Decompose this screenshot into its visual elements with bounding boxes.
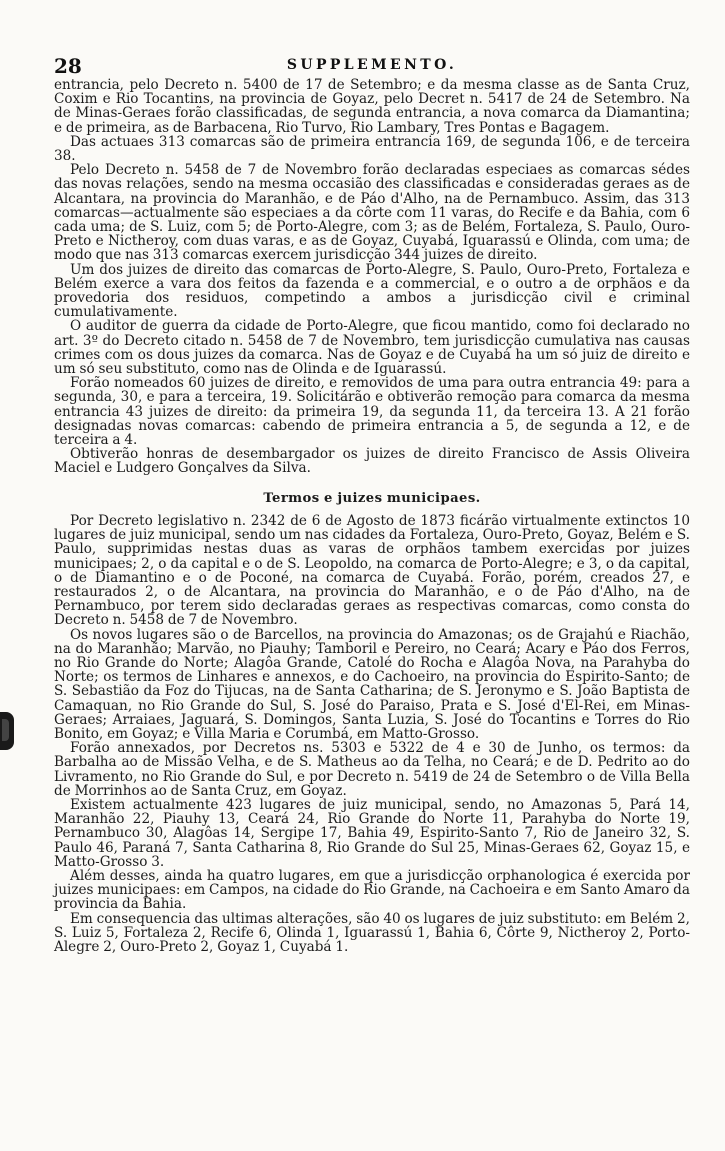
section-heading: Termos e juizes municipaes.: [263, 490, 481, 506]
paragraph: Em consequencia das ultimas alterações, são 40 os lugares de juiz substituto: em Belém 2, S. Luiz 5, Fortaleza 2, Recife 6, Olinda 1, Iguarassú 1, Bahia 6, Côrte 9, Nictheroy 2, Porto-Alegre 2, Ouro-Preto 2, Goyaz 1, Cuyabá 1.: [54, 910, 690, 955]
paragraph: Além desses, ainda ha quatro lugares, em que a jurisdicção orphanologica é exercida por juizes municipaes: em Campos, na cidade do Rio Grande, na Cachoeira e em Santo Amaro da provincia da Bahia.: [54, 867, 690, 913]
paragraph: Um dos juizes de direito das comarcas de Porto-Alegre, S. Paulo, Ouro-Preto, Fortaleza e Belém exerce a vara dos feitos da fazenda e a commercial, e o outro a de orphãos e da provedoria dos residuos, competindo a ambos a jurisdicção civil e criminal cumulativamente.: [54, 261, 690, 321]
paragraph: Forão nomeados 60 juizes de direito, e removidos de uma para outra entrancia 49: para a segunda, 30, e para a terceira, 19. Solicitárão e obtiverão remoção para comarca da mesma entrancia 43 juizes de direito: da primeira 19, da segunda 11, da terceira 13. A 21 forão designadas novas comarcas: cabendo de primeira entrancia a 5, de segunda a 12, e de terceira a 4.: [54, 375, 690, 449]
paragraph: Os novos lugares são o de Barcellos, na provincia do Amazonas; os de Grajahú e Riachão, na do Maranhão; Marvão, no Piauhy; Tamboril e Pereiro, no Ceará; Acary e Páo dos Ferros, no Rio Grande do Norte; Alagôa Grande, Catolé do Rocha e Alagôa Nova, na Parahyba do Norte; os termos de Linhares e annexos, e do Cachoeiro, na provincia do Espirito-Santo; de S. Sebastião da Foz do Tijucas, na de Santa Catharina; de S. Jeronymo e S. João Baptista de Camaquan, no Rio Grande do Sul, S. José do Paraiso, Prata e S. José d'El-Rei, em Minas-Geraes; Arraiaes, Jaguará, S. Domingos, Santa Luzia, S. José do Tocantins e Torres do Rio Bonito, em Goyaz; e Villa Maria e Corumbá, em Matto-Grosso.: [54, 626, 690, 742]
paragraph: O auditor de guerra da cidade de Porto-Alegre, que ficou mantido, como foi declarado no art. 3º do Decreto citado n. 5458 de 7 de Novembro, tem jurisdicção cumulativa nas causas crimes com os dous juizes da comarca. Nas de Goyaz e de Cuyabá ha um só juiz de direito e um só seu substituto, como nas de Olinda e de Iguarassú.: [54, 318, 690, 378]
paragraph: Pelo Decreto n. 5458 de 7 de Novembro forão declaradas especiaes as comarcas sédes das novas relações, sendo na mesma occasião des classificadas e consideradas geraes as de Alcantara, na provincia do Maranhão, e de Páo d'Alho, na de Pernambuco. Assim, das 313 comarcas—actualmente são especiaes a da côrte com 11 varas, do Recife e da Bahia, com 6 cada uma; de S. Luiz, com 5; de Porto-Alegre, com 3; as de Belém, Fortaleza, S. Paulo, Ouro-Preto e Nictheroy, com duas varas, e as de Goyaz, Cuyabá, Iguarassú e Olinda, com uma; de modo que nas 313 comarcas exercem jurisdicção 344 juizes de direito.: [54, 162, 690, 264]
page-header: [54, 52, 690, 78]
section-comarcas: [54, 78, 690, 476]
paragraph: Existem actualmente 423 lugares de juiz municipal, sendo, no Amazonas 5, Pará 14, Maranhão 22, Piauhy 13, Ceará 24, Rio Grande do Norte 11, Parahyba do Norte 19, Pernambuco 30, Alagôas 14, Sergipe 17, Bahia 49, Espirito-Santo 7, Rio de Janeiro 32, S. Paulo 46, Paraná 7, Santa Catharina 8, Rio Grande do Sul 25, Minas-Geraes 62, Goyaz 15, e Matto-Grosso 3.: [54, 796, 690, 870]
page-content: [54, 52, 690, 954]
paragraph: Por Decreto legislativo n. 2342 de 6 de Agosto de 1873 ficárão virtualmente extinctos 10 lugares de juiz municipal, sendo um nas cidades da Fortaleza, Ouro-Preto, Goyaz, Belém e S. Paulo, supprimidas nestas duas as varas de orphãos tambem exercidas por juizes municipaes; 2, o da capital e o de S. Leopoldo, na comarca de Porto-Alegre; e 3, o da capital, o de Diamantino e o de Poconé, na comarca de Cuyabá. Forão, porém, creados 27, e restaurados 2, o de Alcantara, na provincia do Maranhão, e o de Páo d'Alho, na de Pernambuco, por terem sido declaradas geraes as respectivas comarcas, como consta do Decreto n. 5458 de 7 de Novembro.: [54, 512, 690, 629]
paragraph: entrancia, pelo Decreto n. 5400 de 17 de Setembro; e da mesma classe as de Santa Cruz, Coxim e Rio Tocantins, na provincia de Goyaz, pelo Decret n. 5417 de 24 de Setembro. Na de Minas-Geraes forão classificadas, de segunda entrancia, a nova comarca da Diamantina; e de primeira, as de Barbacena, Rio Turvo, Rio Lambary, Tres Pontas e Bagagem.: [54, 77, 690, 136]
section-juizes-municipaes: [54, 514, 690, 954]
paragraph: Obtiverão honras de desembargador os juizes de direito Francisco de Assis Oliveira Maciel e Ludgero Gonçalves da Silva.: [54, 446, 690, 477]
paragraph: Forão annexados, por Decretos ns. 5303 e 5322 de 4 e 30 de Junho, os termos: da Barbalha ao de Missão Velha, e de S. Matheus ao da Telha, no Ceará; e de D. Pedrito ao do Livramento, no Rio Grande do Sul, e por Decreto n. 5419 de 24 de Setembro o de Villa Bella de Morrinhos ao de Santa Cruz, em Goyaz.: [54, 740, 690, 799]
binding-mark: [0, 712, 14, 750]
page-number: 28: [54, 54, 82, 78]
paragraph: Das actuaes 313 comarcas são de primeira entrancia 169, de segunda 106, e de terceira 38.: [54, 133, 690, 165]
running-head: SUPPLEMENTO.: [286, 57, 458, 73]
